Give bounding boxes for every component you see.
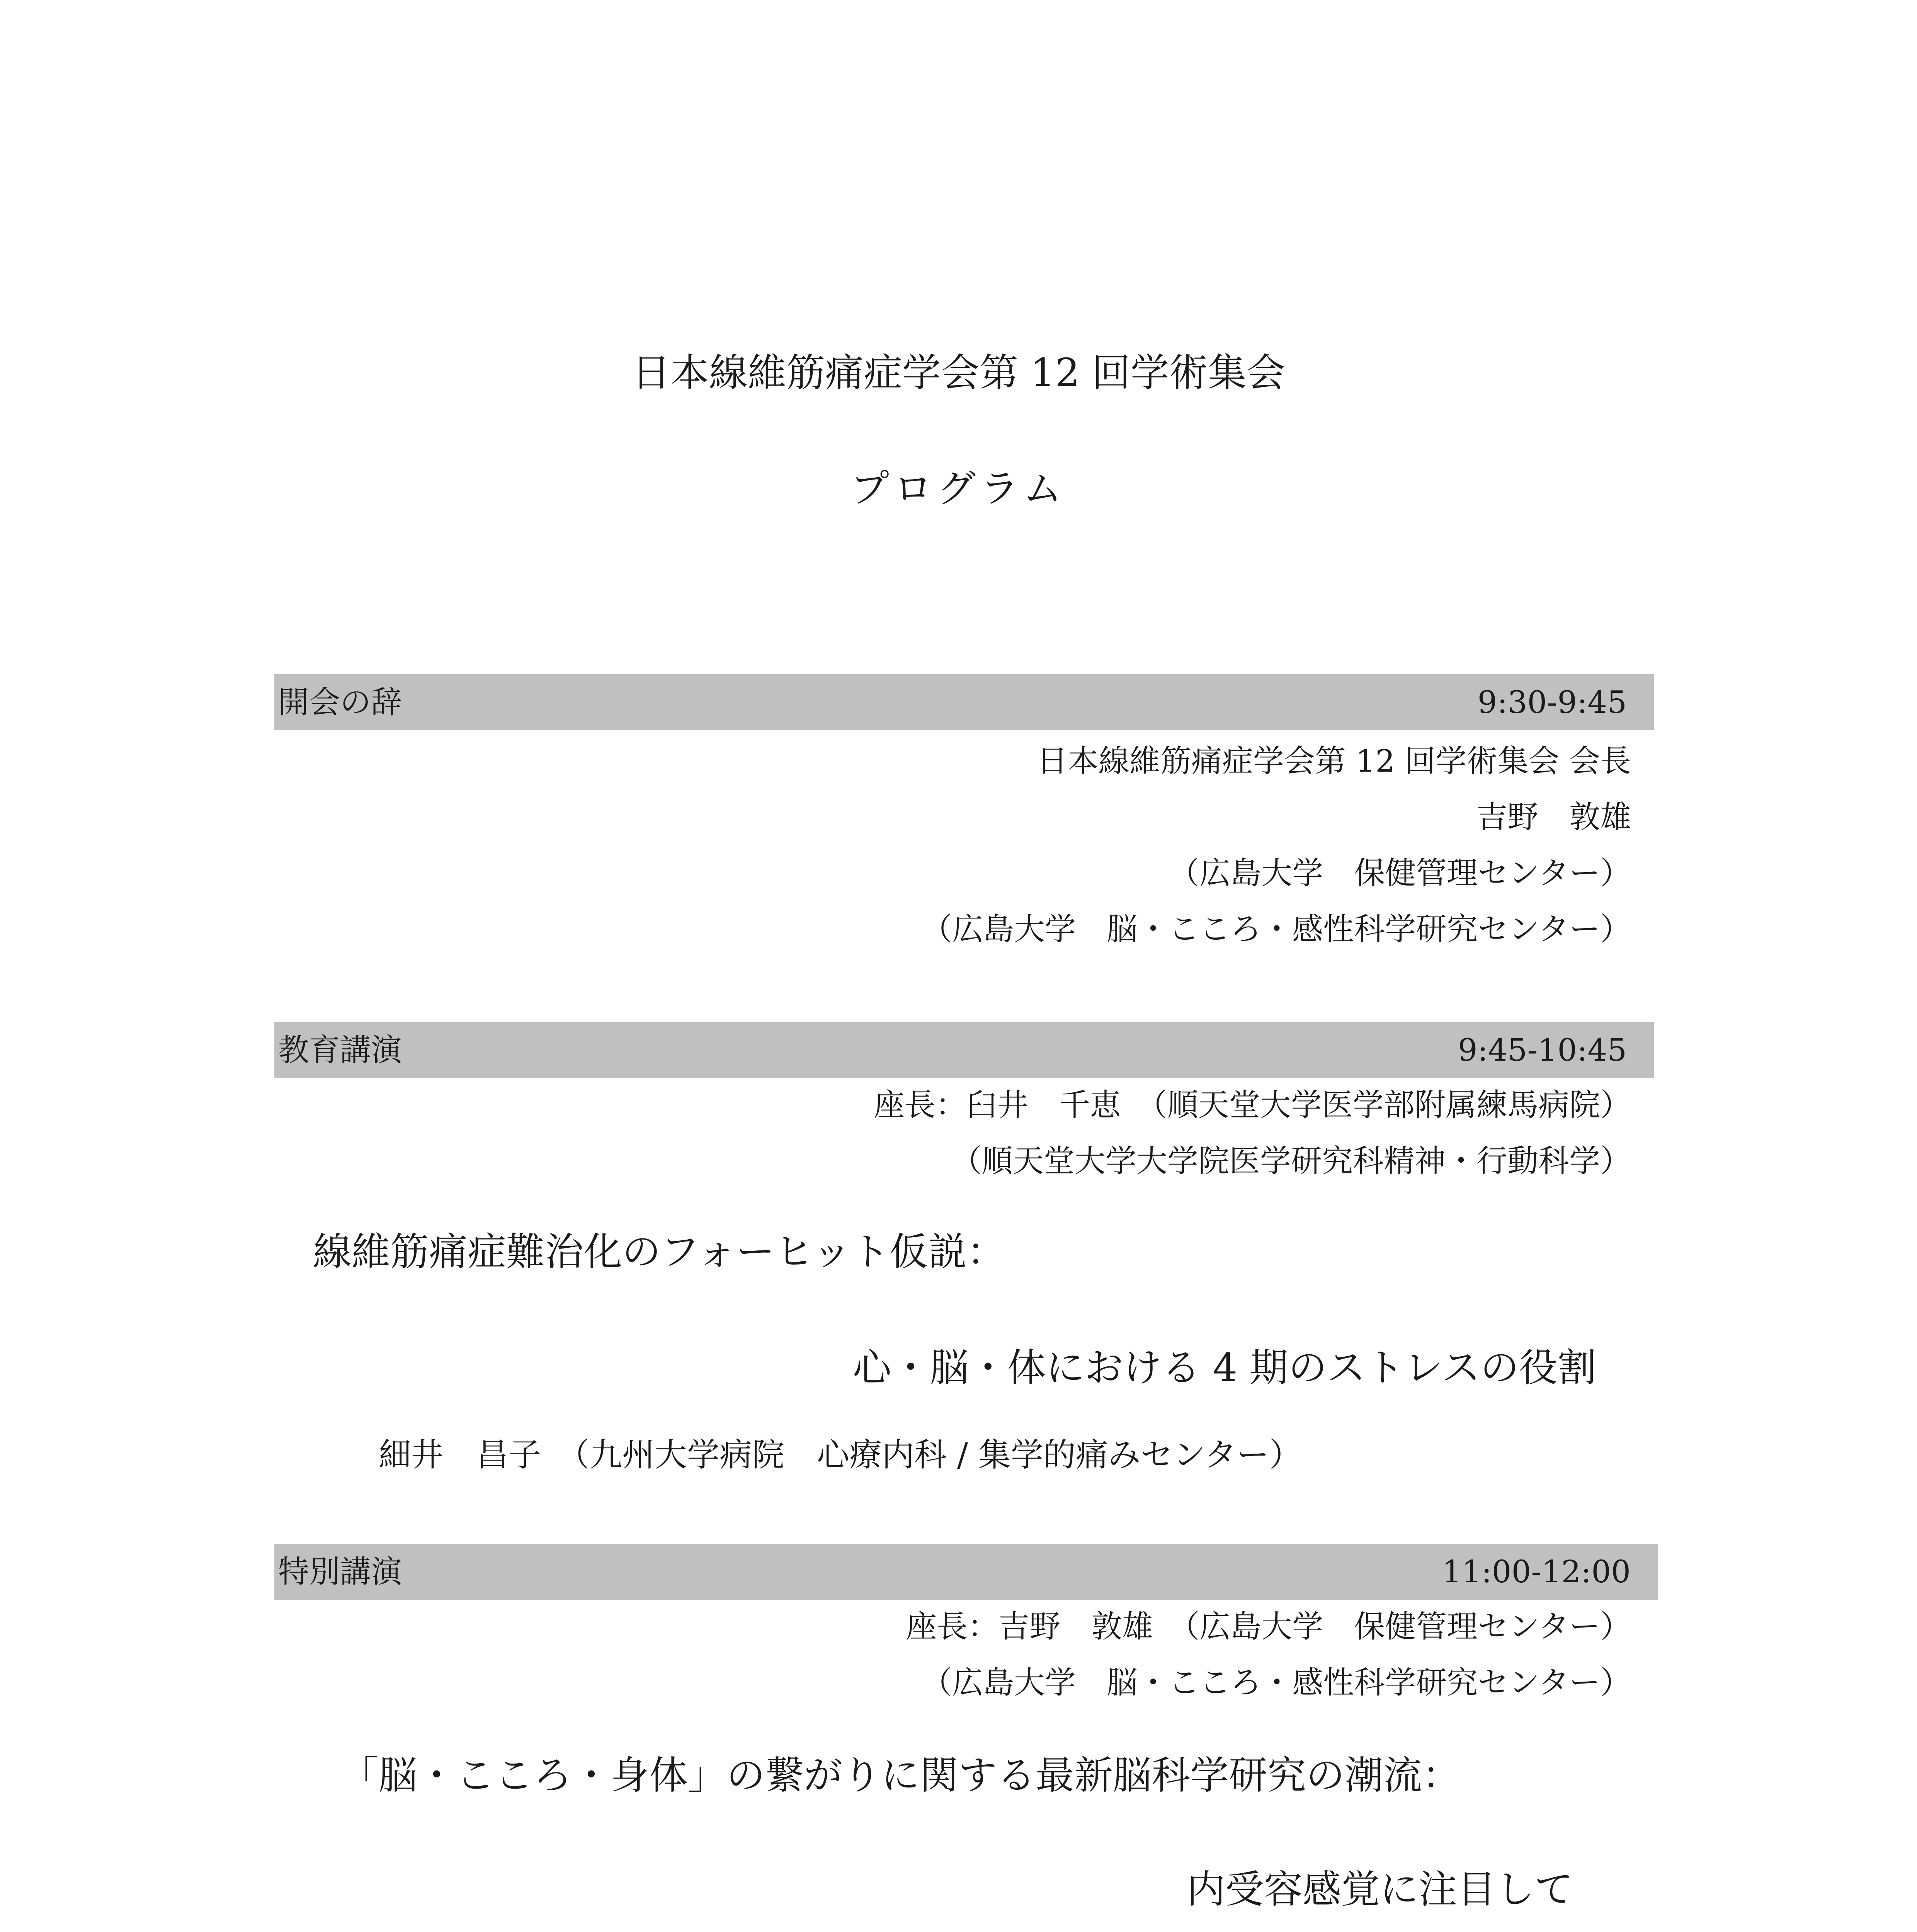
opening-label: 開会の辞 bbox=[278, 684, 402, 720]
education-chair-line-1: 座長：臼井 千恵 （順天堂大学医学部附属練馬病院） bbox=[874, 1087, 1631, 1123]
page-subtitle: プログラム bbox=[850, 466, 1067, 511]
opening-affiliation-1: （広島大学 保健管理センター） bbox=[1169, 855, 1631, 891]
education-lecture-title-2: 心・脳・体における 4 期のストレスの役割 bbox=[852, 1345, 1596, 1390]
special-lecture-title-2: 内受容感覚に注目して bbox=[1187, 1867, 1573, 1912]
opening-time: 9:30-9:45 bbox=[1477, 684, 1627, 720]
education-chair-line-2: （順天堂大学大学院医学研究科精神・行動科学） bbox=[951, 1143, 1631, 1179]
special-chair-line-1: 座長：吉野 敦雄 （広島大学 保健管理センター） bbox=[906, 1609, 1631, 1645]
page-title: 日本線維筋痛症学会第 12 回学術集会 bbox=[632, 350, 1285, 395]
opening-president-name: 吉野 敦雄 bbox=[1476, 799, 1631, 835]
special-label: 特別講演 bbox=[278, 1554, 402, 1590]
education-time: 9:45-10:45 bbox=[1458, 1032, 1627, 1068]
special-band bbox=[274, 1544, 1658, 1600]
education-band bbox=[274, 1022, 1654, 1078]
education-label: 教育講演 bbox=[278, 1032, 402, 1068]
opening-affiliation-2: （広島大学 脳・こころ・感性科学研究センター） bbox=[921, 911, 1631, 947]
special-chair-line-2: （広島大学 脳・こころ・感性科学研究センター） bbox=[921, 1665, 1631, 1701]
special-time: 11:00-12:00 bbox=[1442, 1554, 1631, 1590]
opening-band bbox=[274, 674, 1654, 730]
opening-president-line: 日本線維筋痛症学会第 12 回学術集会 会長 bbox=[1036, 743, 1631, 779]
special-lecture-title-1: 「脳・こころ・身体」の繋がりに関する最新脳科学研究の潮流： bbox=[340, 1753, 1461, 1798]
education-lecture-title-1: 線維筋痛症難治化のフォーヒット仮説： bbox=[313, 1229, 1005, 1274]
education-speaker: 細井 昌子 （九州大学病院 心療内科 / 集学的痛みセンター） bbox=[379, 1436, 1302, 1474]
